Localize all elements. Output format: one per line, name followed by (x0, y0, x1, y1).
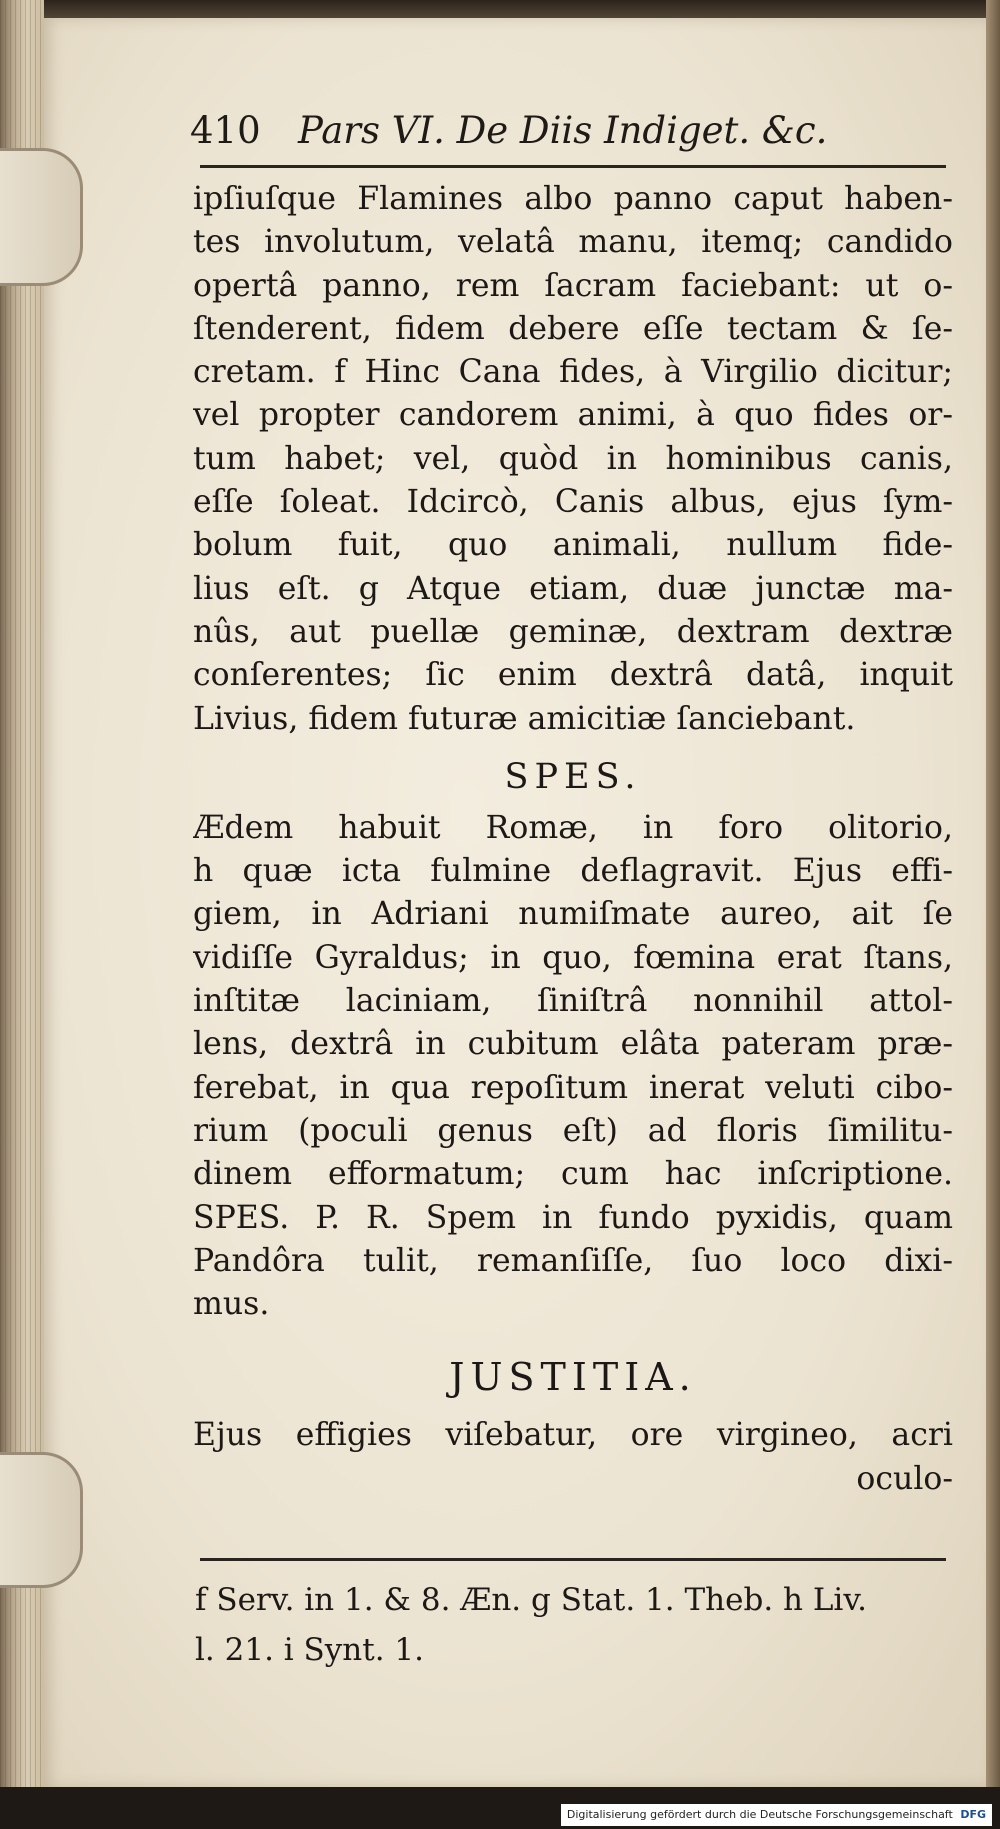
text-line: Ejus effigies viſebatur, ore virgineo, acri (193, 1417, 953, 1454)
text-line: inſtitæ laciniam, ſiniſtrâ nonnihil attol- (193, 983, 953, 1020)
text-line: eſſe ſoleat. Idcircò, Canis albus, ejus ſym- (193, 484, 953, 521)
text-line: vel propter candorem animi, à quo fides or- (193, 397, 953, 434)
section-heading-justitia: JUSTITIA. (449, 1355, 697, 1400)
text-line: dinem efformatum; cum hac inſcriptione. (193, 1156, 953, 1193)
footnote-rule (200, 1558, 946, 1561)
text-line: SPES. P. R. Spem in fundo pyxidis, quam (193, 1199, 953, 1236)
text-line: nûs, aut puellæ geminæ, dextram dextræ (193, 613, 953, 650)
running-title: Pars VI. De Diis Indiget. &c. (298, 109, 828, 152)
text-line: tes involutum, velatâ manu, itemq; candido (193, 224, 953, 261)
footnote-line: l. 21. i Synt. 1. (195, 1632, 425, 1668)
text-line: rium (poculi genus eſt) ad floris ſimilitu- (193, 1112, 953, 1149)
text-line: opertâ panno, rem ſacram faciebant: ut o- (193, 267, 953, 304)
footnote-line: f Serv. in 1. & 8. Æn. g Stat. 1. Theb. h Liv. (195, 1582, 868, 1618)
text-line: bolum fuit, quo animali, nullum fide- (193, 527, 953, 564)
text-line: ferebat, in qua repoſitum inerat veluti cibo- (193, 1069, 953, 1106)
text-line: giem, in Adriani numiſmate aureo, ait ſe (193, 896, 953, 933)
running-head (190, 100, 920, 162)
text-line: lens, dextrâ in cubitum elâta pateram præ- (193, 1026, 953, 1063)
text-line: ipſiuſque Flamines albo panno caput haben- (193, 181, 953, 217)
text-line: lius eſt. g Atque etiam, duæ junctæ ma- (193, 570, 953, 607)
page-number: 410 (190, 109, 261, 152)
credit-text: Digitalisierung gefördert durch die Deutsche Forschungsgemeinschaft (566, 1808, 953, 1821)
text-line: cretam. f Hinc Cana fides, à Virgilio dicitur; (193, 354, 953, 391)
clasp-top (0, 148, 83, 286)
text-line: conſerentes; ſic enim dextrâ datâ, inquit (193, 657, 953, 694)
text-line: Pandôra tulit, remanſiſſe, ſuo loco dixi- (193, 1242, 953, 1279)
dfg-logo: DFG (960, 1808, 986, 1821)
section-heading-spes: SPES. (504, 756, 642, 797)
text-line: ſtenderent, fidem debere eſſe tectam & ſe- (193, 310, 953, 347)
catchword: oculo- (856, 1460, 953, 1497)
text-line: tum habet; vel, quòd in hominibus canis, (193, 440, 953, 477)
text-line: vidiſſe Gyraldus; in quo, fœmina erat ſtans, (193, 939, 953, 976)
header-rule (200, 165, 946, 168)
book-fore-edge (986, 0, 1000, 1800)
scan-footer-bar (0, 1787, 1000, 1829)
text-line: Livius, fidem futuræ amicitiæ ſanciebant. (193, 700, 856, 737)
digitization-credit (561, 1804, 992, 1826)
text-line: Ædem habuit Romæ, in foro olitorio, (193, 809, 953, 846)
main-text (193, 178, 953, 1501)
clasp-bottom (0, 1452, 83, 1588)
text-line: h quæ icta fulmine deflagravit. Ejus effi- (193, 853, 953, 890)
text-line: mus. (193, 1286, 270, 1323)
